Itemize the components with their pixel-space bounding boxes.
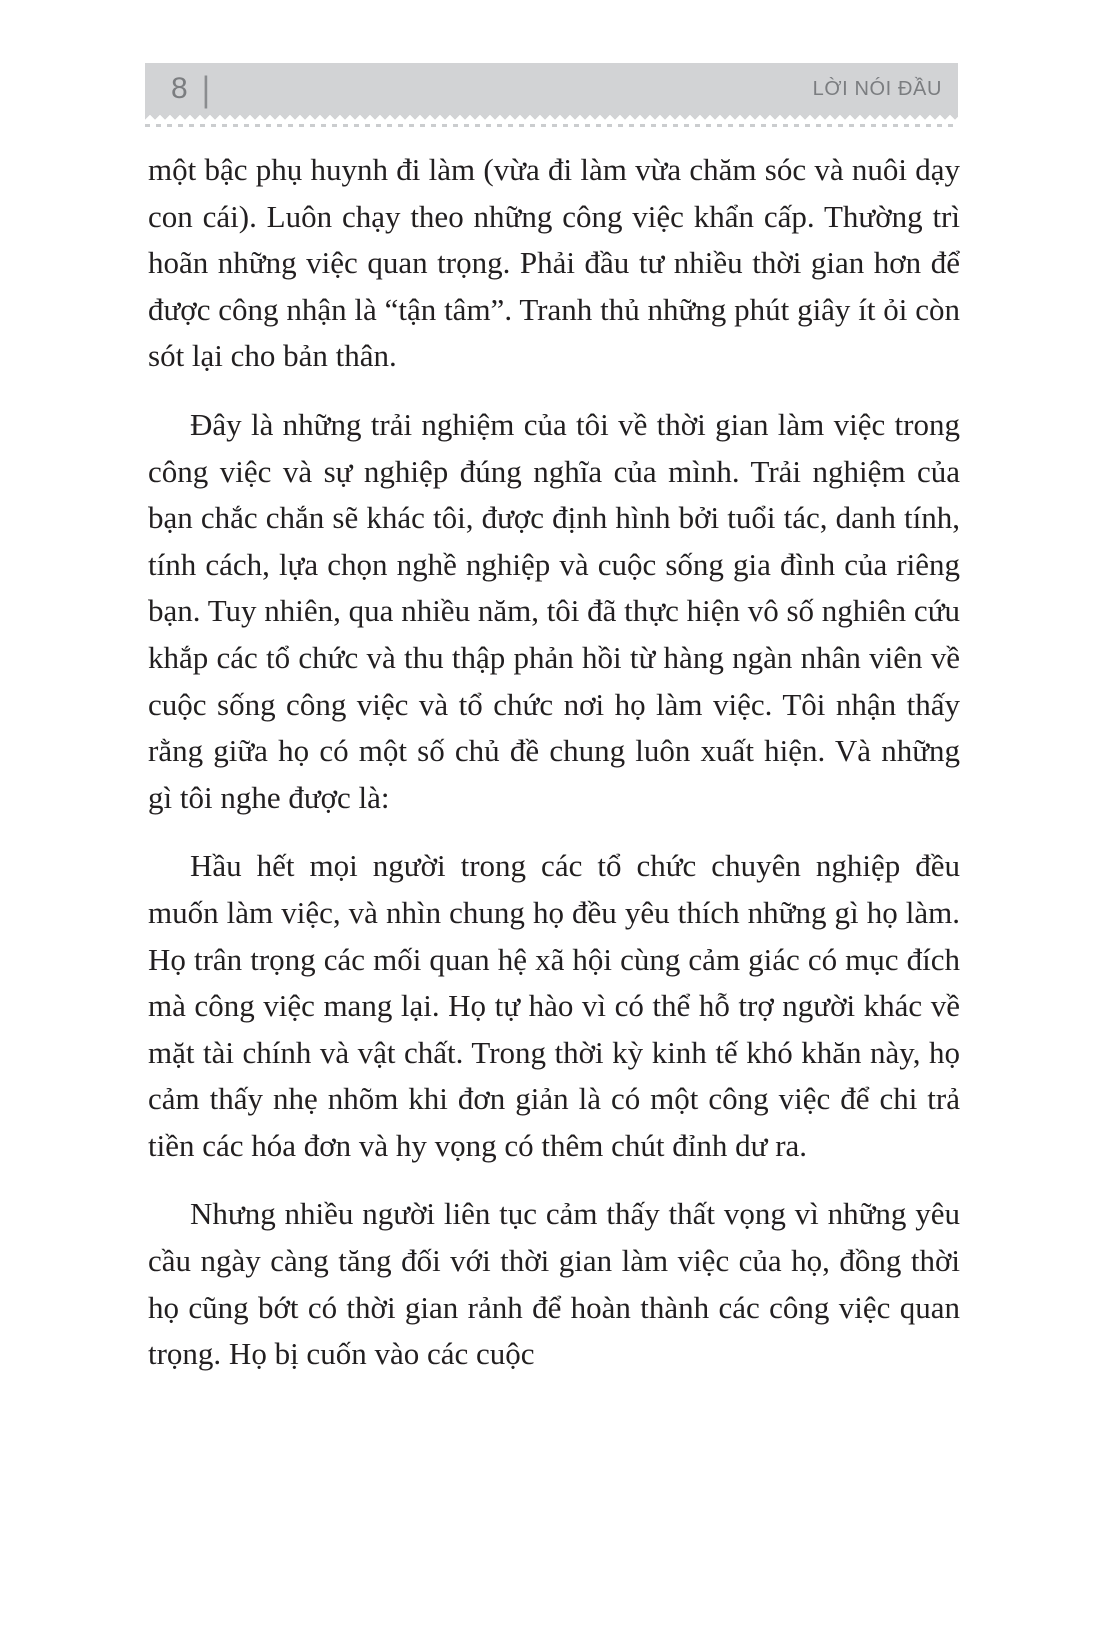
- page-number-separator: |: [201, 69, 210, 109]
- page-number: 8: [171, 72, 188, 105]
- perforation-divider: [145, 124, 958, 127]
- page-body: [148, 147, 960, 1400]
- paragraph-3: Hầu hết mọi người trong các tổ chức chuyên nghiệp đều muốn làm việc, và nhìn chung họ đều yêu thích những gì họ làm. Họ trân trọng các mối quan hệ xã hội cùng cảm giác có mục đích mà công việc mang lại. Họ tự hào vì có thể hỗ trợ người khác về mặt tài chính và vật chất. Trong thời kỳ kinh tế khó khăn này, họ cảm thấy nhẹ nhõm khi đơn giản là có một công việc để chi trả tiền các hóa đơn và hy vọng có thêm chút đỉnh dư ra.: [148, 848, 960, 1163]
- paragraph-4: Nhưng nhiều người liên tục cảm thấy thất vọng vì những yêu cầu ngày càng tăng đối với thời gian làm việc của họ, đồng thời họ cũng bớt có thời gian rảnh để hoàn thành các công việc quan trọng. Họ bị cuốn vào các cuộc: [148, 1196, 960, 1372]
- page-header: [145, 63, 958, 115]
- running-head: LỜI NÓI ĐẦU: [812, 77, 942, 100]
- paragraph-2: Đây là những trải nghiệm của tôi về thời gian làm việc trong công việc và sự nghiệp đúng nghĩa của mình. Trải nghiệm của bạn chắc chắn sẽ khác tôi, được định hình bởi tuổi tác, danh tính, tính cách, lựa chọn nghề nghiệp và cuộc sống gia đình của riêng bạn. Tuy nhiên, qua nhiều năm, tôi đã thực hiện vô số nghiên cứu khắp các tổ chức và thu thập phản hồi từ hàng ngàn nhân viên về cuộc sống công việc và tổ chức nơi họ làm việc. Tôi nhận thấy rằng giữa họ có một số chủ đề chung luôn xuất hiện. Và những gì tôi nghe được là:: [148, 406, 960, 815]
- page-number-group: [171, 69, 210, 109]
- paragraph-1: một bậc phụ huynh đi làm (vừa đi làm vừa chăm sóc và nuôi dạy con cái). Luôn chạy theo những công việc khẩn cấp. Thường trì hoãn những việc quan trọng. Phải đầu tư nhiều thời gian hơn để được công nhận là “tận tâm”. Tranh thủ những phút giây ít ỏi còn sót lại cho bản thân.: [148, 152, 960, 374]
